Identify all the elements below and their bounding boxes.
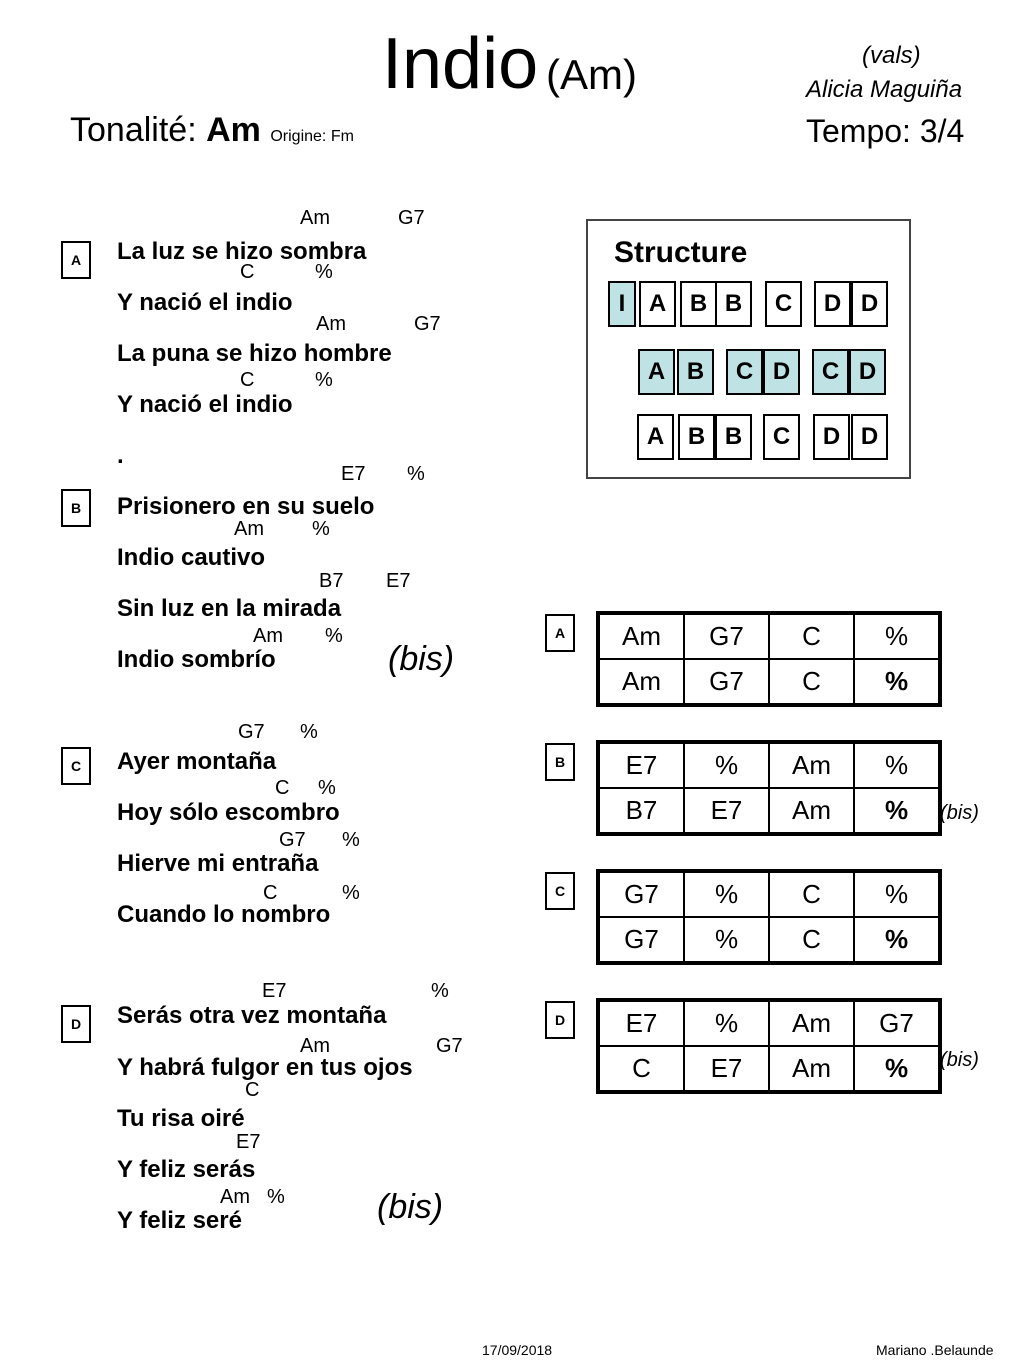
- lyric-chord: Am: [220, 1186, 250, 1208]
- lyric-line: Indio cautivo: [117, 544, 266, 571]
- lyric-line: La luz se hizo sombra: [117, 238, 367, 265]
- lyric-line: Indio sombrío: [117, 646, 276, 673]
- origin-key: Origine: Fm: [270, 128, 354, 145]
- lyric-line: Y nació el indio: [117, 289, 293, 316]
- lyric-line: Hierve mi entraña: [117, 850, 319, 877]
- lyric-chord: %: [315, 369, 333, 391]
- bis-marker: (bis): [940, 1049, 979, 1071]
- structure-cell: D: [763, 349, 800, 395]
- lyric-chord: E7: [262, 980, 287, 1002]
- structure-cell: B: [680, 281, 717, 327]
- chord-cell: Am: [769, 788, 854, 834]
- chord-cell: G7: [684, 613, 769, 659]
- lyric-chord: G7: [279, 829, 306, 851]
- chord-cell: E7: [684, 1046, 769, 1092]
- chord-cell: %: [854, 742, 940, 788]
- lyric-chord: C: [245, 1079, 260, 1101]
- lyric-line: Ayer montaña: [117, 748, 277, 775]
- lyric-line: Tu risa oiré: [117, 1105, 245, 1132]
- structure-cell: A: [637, 414, 674, 460]
- chord-cell: C: [769, 659, 854, 705]
- lyric-line: Hoy sólo escombro: [117, 799, 340, 826]
- chord-cell: Am: [769, 1000, 854, 1046]
- lyric-chord: Am: [253, 625, 283, 647]
- chord-cell: C: [769, 871, 854, 917]
- structure-cell: B: [677, 349, 714, 395]
- chord-cell: %: [854, 659, 940, 705]
- lyric-chord: C: [275, 777, 290, 799]
- lyric-chord: %: [312, 518, 330, 540]
- lyric-chord: %: [431, 980, 449, 1002]
- chord-cell: %: [854, 1046, 940, 1092]
- chord-table-a: [596, 611, 942, 707]
- song-title: Indio: [382, 24, 539, 104]
- section-marker-b: B: [61, 489, 91, 527]
- lyric-chord: Am: [234, 518, 264, 540]
- lyric-chord: %: [342, 829, 360, 851]
- section-marker-d: D: [61, 1005, 91, 1043]
- lyric-chord: Am: [300, 1035, 330, 1057]
- lyric-chord: G7: [238, 721, 265, 743]
- chord-cell: G7: [684, 659, 769, 705]
- chord-cell: E7: [598, 1000, 684, 1046]
- structure-cell: D: [851, 281, 888, 327]
- lyric-line: La puna se hizo hombre: [117, 340, 392, 367]
- chord-table-label-d: D: [545, 1001, 575, 1039]
- chord-cell: C: [769, 613, 854, 659]
- structure-cell: C: [765, 281, 802, 327]
- lyric-line: Y feliz seré: [117, 1207, 242, 1234]
- structure-cell: C: [726, 349, 763, 395]
- lyric-chord: %: [267, 1186, 285, 1208]
- footer-author: Mariano .Belaunde: [876, 1342, 994, 1358]
- lyric-line: Serás otra vez montaña: [117, 1002, 387, 1029]
- chord-cell: E7: [684, 788, 769, 834]
- chord-cell: G7: [854, 1000, 940, 1046]
- lyric-chord: %: [315, 261, 333, 283]
- bis-marker: (bis): [940, 802, 979, 824]
- structure-cell: B: [715, 414, 752, 460]
- lyric-line: Y feliz serás: [117, 1156, 256, 1183]
- lyric-chord: Am: [300, 207, 330, 229]
- structure-cell: B: [715, 281, 752, 327]
- lyric-chord: G7: [414, 313, 441, 335]
- chord-cell: G7: [598, 871, 684, 917]
- lyric-chord: G7: [398, 207, 425, 229]
- lyric-line: Y nació el indio: [117, 391, 293, 418]
- chord-table-d: [596, 998, 942, 1094]
- chord-cell: %: [854, 613, 940, 659]
- chord-table-label-c: C: [545, 872, 575, 910]
- chord-cell: %: [684, 742, 769, 788]
- chord-cell: Am: [598, 659, 684, 705]
- chord-cell: %: [854, 871, 940, 917]
- structure-cell: D: [851, 414, 888, 460]
- structure-cell: A: [638, 349, 675, 395]
- chord-table-b: [596, 740, 942, 836]
- lyric-chord: E7: [386, 570, 411, 592]
- lyric-line: .: [117, 442, 124, 469]
- chord-cell: G7: [598, 917, 684, 963]
- lyric-line: Prisionero en su suelo: [117, 493, 375, 520]
- chord-cell: C: [769, 917, 854, 963]
- structure-cell: D: [814, 281, 851, 327]
- lyric-chord: %: [325, 625, 343, 647]
- lyric-line: Y habrá fulgor en tus ojos: [117, 1054, 413, 1081]
- structure-cell: A: [639, 281, 676, 327]
- lyric-chord: E7: [341, 463, 366, 485]
- footer-date: 17/09/2018: [482, 1342, 553, 1358]
- lyric-chord: C: [240, 369, 255, 391]
- chord-cell: Am: [598, 613, 684, 659]
- chord-table-label-b: B: [545, 743, 575, 781]
- structure-cell: D: [813, 414, 850, 460]
- lyric-chord: G7: [436, 1035, 463, 1057]
- chord-table-c: [596, 869, 942, 965]
- chord-table-label-a: A: [545, 614, 575, 652]
- chord-cell: C: [598, 1046, 684, 1092]
- structure-cell: B: [678, 414, 715, 460]
- lyric-chord: %: [318, 777, 336, 799]
- chord-cell: E7: [598, 742, 684, 788]
- chord-cell: B7: [598, 788, 684, 834]
- lyric-chord: %: [300, 721, 318, 743]
- chord-cell: Am: [769, 742, 854, 788]
- lyric-chord: C: [263, 882, 278, 904]
- lyric-line: Sin luz en la mirada: [117, 595, 342, 622]
- chord-cell: %: [684, 871, 769, 917]
- structure-title: Structure: [614, 236, 748, 269]
- song-author: Alicia Maguiña: [806, 76, 963, 103]
- chord-cell: %: [684, 1000, 769, 1046]
- lyric-chord: %: [407, 463, 425, 485]
- lyric-chord: C: [240, 261, 255, 283]
- lyric-chord: %: [342, 882, 360, 904]
- lyric-line: Cuando lo nombro: [117, 901, 331, 928]
- chord-cell: Am: [769, 1046, 854, 1092]
- bis-marker: (bis): [377, 1188, 444, 1226]
- section-marker-c: C: [61, 747, 91, 785]
- bis-marker: (bis): [388, 640, 455, 678]
- structure-cell: I: [608, 281, 636, 327]
- tonality-value: Am: [206, 111, 261, 149]
- tonality-label: Tonalité:: [70, 111, 197, 149]
- lyric-chord: E7: [236, 1131, 261, 1153]
- tempo: Tempo: 3/4: [806, 113, 965, 149]
- lyric-chord: Am: [316, 313, 346, 335]
- chord-cell: %: [854, 917, 940, 963]
- section-marker-a: A: [61, 241, 91, 279]
- song-key: (Am): [546, 51, 637, 98]
- song-genre: (vals): [862, 42, 921, 69]
- structure-cell: D: [849, 349, 886, 395]
- structure-cell: C: [763, 414, 800, 460]
- chord-cell: %: [684, 917, 769, 963]
- structure-cell: C: [812, 349, 849, 395]
- tonality: [70, 110, 354, 157]
- chord-cell: %: [854, 788, 940, 834]
- lyric-chord: B7: [319, 570, 344, 592]
